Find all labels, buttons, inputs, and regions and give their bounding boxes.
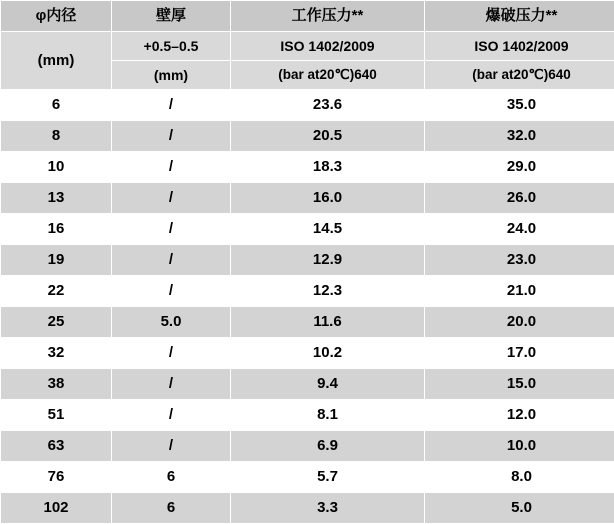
cell-working-pressure: 3.3 — [231, 493, 425, 524]
column-header-inner-diameter: φ内径 — [1, 1, 112, 32]
cell-burst-pressure: 24.0 — [425, 214, 614, 245]
cell-wall-thickness: / — [112, 369, 231, 400]
cell-wall-thickness: / — [112, 121, 231, 152]
cell-working-pressure: 16.0 — [231, 183, 425, 214]
cell-working-pressure: 5.7 — [231, 462, 425, 493]
standard-burst-pressure: ISO 1402/2009 — [425, 32, 614, 61]
cell-working-pressure: 11.6 — [231, 307, 425, 338]
cell-inner-diameter: 13 — [1, 183, 112, 214]
column-header-working-pressure: 工作压力** — [231, 1, 425, 32]
cell-wall-thickness: 6 — [112, 462, 231, 493]
cell-burst-pressure: 12.0 — [425, 400, 614, 431]
unit-wall-thickness: (mm) — [112, 61, 231, 90]
cell-burst-pressure: 26.0 — [425, 183, 614, 214]
cell-inner-diameter: 8 — [1, 121, 112, 152]
table-row — [1, 152, 614, 183]
cell-working-pressure: 12.3 — [231, 276, 425, 307]
cell-burst-pressure: 29.0 — [425, 152, 614, 183]
unit-working-pressure: (bar at20℃)640 — [231, 61, 425, 90]
cell-working-pressure: 9.4 — [231, 369, 425, 400]
table-row — [1, 90, 614, 121]
table-header-row-2 — [1, 32, 614, 61]
unit-burst-pressure: (bar at20℃)640 — [425, 61, 614, 90]
cell-burst-pressure: 21.0 — [425, 276, 614, 307]
table-row — [1, 493, 614, 524]
cell-wall-thickness: / — [112, 245, 231, 276]
cell-inner-diameter: 51 — [1, 400, 112, 431]
table-row — [1, 338, 614, 369]
cell-burst-pressure: 15.0 — [425, 369, 614, 400]
column-header-wall-thickness: 壁厚 — [112, 1, 231, 32]
cell-inner-diameter: 19 — [1, 245, 112, 276]
cell-wall-thickness: / — [112, 338, 231, 369]
cell-wall-thickness: / — [112, 214, 231, 245]
table-row — [1, 214, 614, 245]
table-header-row-1 — [1, 1, 614, 32]
cell-wall-thickness: / — [112, 90, 231, 121]
cell-working-pressure: 8.1 — [231, 400, 425, 431]
column-header-burst-pressure: 爆破压力** — [425, 1, 614, 32]
cell-inner-diameter: 6 — [1, 90, 112, 121]
cell-working-pressure: 12.9 — [231, 245, 425, 276]
cell-working-pressure: 20.5 — [231, 121, 425, 152]
cell-wall-thickness: / — [112, 431, 231, 462]
table-row — [1, 183, 614, 214]
cell-wall-thickness: / — [112, 400, 231, 431]
cell-wall-thickness: 5.0 — [112, 307, 231, 338]
cell-burst-pressure: 23.0 — [425, 245, 614, 276]
cell-burst-pressure: 10.0 — [425, 431, 614, 462]
standard-working-pressure: ISO 1402/2009 — [231, 32, 425, 61]
cell-wall-thickness: 6 — [112, 493, 231, 524]
cell-wall-thickness: / — [112, 276, 231, 307]
cell-working-pressure: 6.9 — [231, 431, 425, 462]
cell-inner-diameter: 22 — [1, 276, 112, 307]
table-row — [1, 400, 614, 431]
cell-burst-pressure: 35.0 — [425, 90, 614, 121]
table-row — [1, 121, 614, 152]
cell-inner-diameter: 38 — [1, 369, 112, 400]
cell-inner-diameter: 25 — [1, 307, 112, 338]
table-row — [1, 369, 614, 400]
tolerance-wall-thickness: +0.5–0.5 — [112, 32, 231, 61]
cell-working-pressure: 23.6 — [231, 90, 425, 121]
cell-inner-diameter: 63 — [1, 431, 112, 462]
cell-inner-diameter: 16 — [1, 214, 112, 245]
cell-working-pressure: 14.5 — [231, 214, 425, 245]
cell-burst-pressure: 5.0 — [425, 493, 614, 524]
cell-working-pressure: 10.2 — [231, 338, 425, 369]
table-row — [1, 431, 614, 462]
table-row — [1, 462, 614, 493]
cell-inner-diameter: 10 — [1, 152, 112, 183]
cell-inner-diameter: 32 — [1, 338, 112, 369]
cell-burst-pressure: 32.0 — [425, 121, 614, 152]
cell-working-pressure: 18.3 — [231, 152, 425, 183]
cell-inner-diameter: 102 — [1, 493, 112, 524]
cell-wall-thickness: / — [112, 183, 231, 214]
table-row — [1, 276, 614, 307]
cell-burst-pressure: 17.0 — [425, 338, 614, 369]
cell-inner-diameter: 76 — [1, 462, 112, 493]
cell-wall-thickness: / — [112, 152, 231, 183]
cell-burst-pressure: 20.0 — [425, 307, 614, 338]
table-row — [1, 245, 614, 276]
table-row — [1, 307, 614, 338]
unit-inner-diameter: (mm) — [1, 32, 112, 90]
cell-burst-pressure: 8.0 — [425, 462, 614, 493]
